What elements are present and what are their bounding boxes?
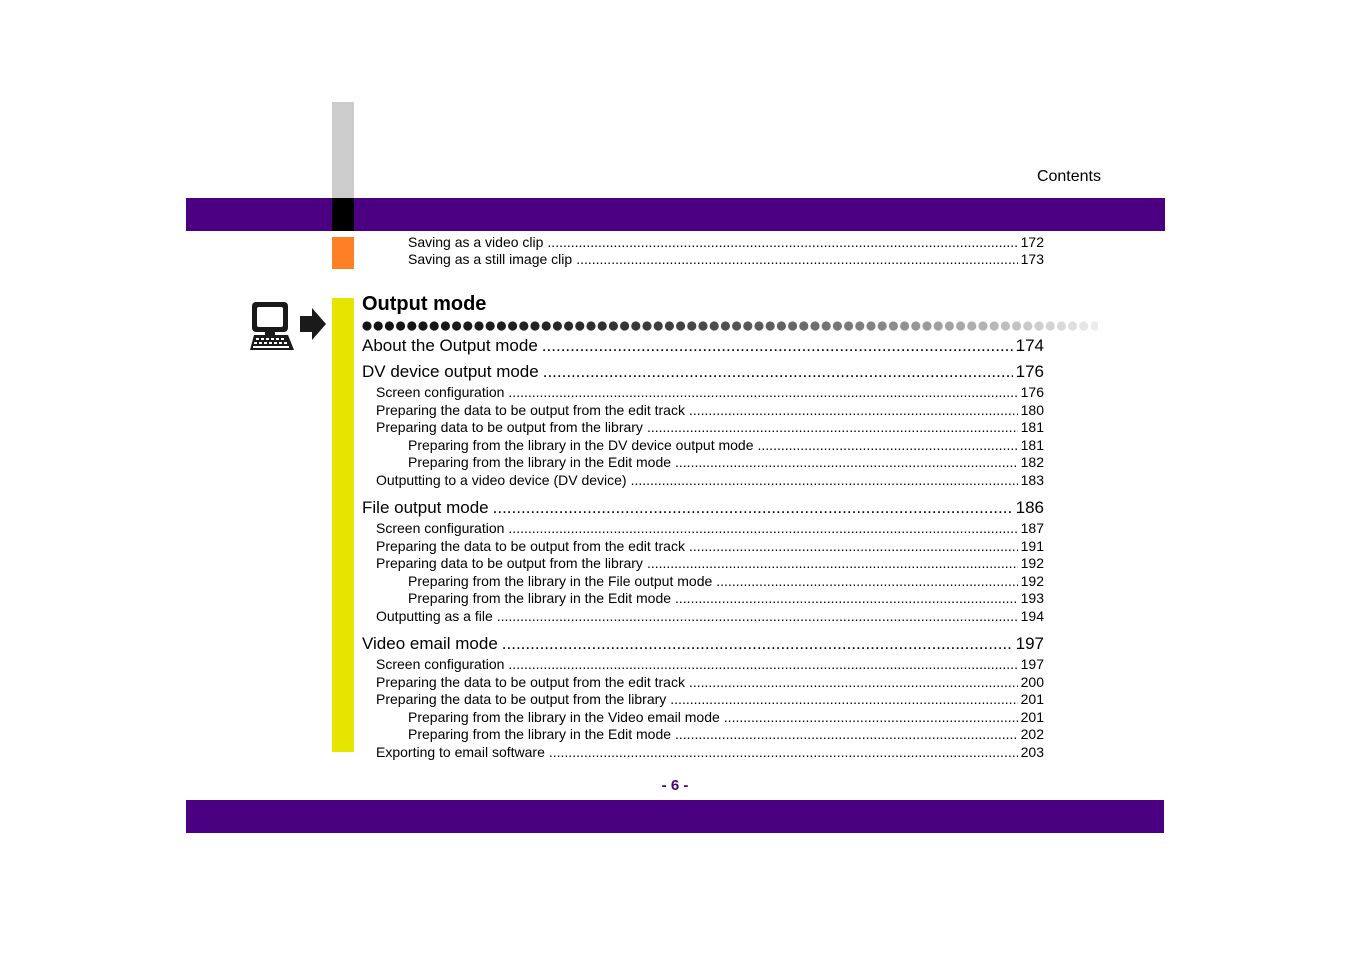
toc-entry-page: 181 [1020, 436, 1044, 453]
toc-entry-text: Exporting to email software [376, 744, 545, 760]
toc-leader [508, 656, 1017, 672]
toc-entry-text: Video email mode [362, 634, 498, 653]
toc-entry-page: 176 [1020, 384, 1044, 400]
toc-entry-page: 197 [1015, 634, 1044, 653]
toc-entry[interactable] [408, 251, 1044, 269]
toc-entry[interactable] [376, 608, 1044, 626]
toc-entry-text: Preparing from the library in the Video email mode [408, 708, 720, 725]
computer-arrow-icon [248, 300, 330, 352]
toc-entry-text: Preparing the data to be output from the edit track [376, 673, 685, 690]
toc-entry-text: Preparing from the library in the DV device output mode [408, 436, 754, 453]
toc-leader [689, 402, 1018, 418]
toc-entry-page: 182 [1020, 454, 1044, 471]
toc-entry-page: 194 [1020, 608, 1044, 624]
toc-leader [675, 454, 1018, 470]
toc-entry[interactable] [376, 520, 1044, 538]
toc-entry-text: Outputting as a file [376, 608, 493, 624]
tab-orange [332, 237, 354, 269]
toc-entry-page: 187 [1020, 520, 1044, 536]
toc-entry[interactable] [408, 709, 1044, 727]
section-title: Output mode [362, 293, 487, 315]
toc-entry-text: Preparing data to be output from the library [376, 419, 643, 436]
toc-entry-text: Preparing the data to be output from the library [376, 691, 667, 708]
toc-entry-text: Screen configuration [376, 384, 505, 400]
toc-entry-text: Screen configuration [376, 520, 505, 536]
toc-entry[interactable] [376, 656, 1044, 674]
toc-entry[interactable] [408, 234, 1044, 252]
toc-leader [502, 634, 1013, 654]
toc-entry[interactable] [408, 726, 1044, 744]
toc-entry-page: 186 [1015, 498, 1044, 517]
toc-entry-page: 180 [1020, 401, 1044, 418]
section-header-label: Contents [1036, 168, 1101, 185]
toc-entry-page: 172 [1020, 234, 1044, 250]
toc-entry-text: Preparing data to be output from the library [376, 555, 643, 572]
toc-entry-text: Saving as a still image clip [408, 251, 573, 267]
toc-entry-page: 173 [1020, 251, 1044, 267]
toc-entry-page: 201 [1020, 691, 1044, 708]
toc-leader [493, 498, 1013, 518]
toc-entry-page: 181 [1020, 419, 1044, 436]
toc-entry-text: Preparing from the library in the Edit mode [408, 590, 672, 607]
toc-entry[interactable] [376, 538, 1044, 556]
toc-entry-page: 174 [1015, 336, 1044, 355]
toc-entry[interactable] [408, 573, 1044, 591]
toc-entry-text: File output mode [362, 498, 489, 517]
dot-rule-divider [362, 319, 1098, 333]
toc-leader [689, 538, 1018, 554]
toc-leader [670, 691, 1017, 707]
toc-leader [631, 472, 1018, 488]
toc-leader [508, 384, 1017, 400]
toc-entry-text: Saving as a video clip [408, 234, 544, 250]
toc-entry[interactable] [376, 384, 1044, 402]
toc-entry-page: 183 [1020, 472, 1044, 488]
toc-leader [542, 336, 1013, 356]
toc-leader [724, 709, 1018, 725]
toc-leader [647, 555, 1018, 571]
toc-entry[interactable] [376, 691, 1044, 709]
toc-leader [543, 362, 1013, 382]
toc-leader [689, 674, 1018, 690]
toc-chapter-entry[interactable] [362, 634, 1044, 656]
toc-entry[interactable] [408, 454, 1044, 472]
toc-entry-text: Outputting to a video device (DV device) [376, 472, 627, 488]
toc-entry[interactable] [376, 402, 1044, 420]
toc-entry-page: 193 [1020, 590, 1044, 607]
toc-entry[interactable] [376, 419, 1044, 437]
tab-gray [332, 102, 354, 198]
toc-entry-text: Screen configuration [376, 656, 505, 672]
toc-leader [508, 520, 1017, 536]
toc-entry-page: 192 [1020, 572, 1044, 589]
toc-leader [576, 251, 1017, 267]
toc-entry-page: 201 [1020, 708, 1044, 725]
toc-entry-page: 176 [1015, 362, 1044, 381]
footer-band [186, 800, 1164, 833]
toc-leader [675, 590, 1018, 606]
toc-entry-text: Preparing the data to be output from the edit track [376, 401, 685, 418]
tab-yellow [332, 298, 354, 752]
toc-entry-text: Preparing the data to be output from the edit track [376, 537, 685, 554]
toc-entry-page: 197 [1020, 656, 1044, 672]
toc-entry-text: About the Output mode [362, 336, 538, 355]
toc-leader [716, 573, 1017, 589]
toc-entry-page: 192 [1020, 555, 1044, 572]
toc-leader [647, 419, 1018, 435]
toc-entry[interactable] [408, 590, 1044, 608]
toc-entry[interactable] [376, 472, 1044, 490]
toc-entry[interactable] [376, 555, 1044, 573]
toc-leader [549, 744, 1018, 760]
toc-chapter-entry[interactable] [362, 362, 1044, 384]
toc-entry[interactable] [376, 744, 1044, 762]
toc-leader [547, 234, 1017, 250]
toc-entry-page: 203 [1020, 744, 1044, 760]
toc-entry-page: 202 [1020, 726, 1044, 743]
toc-entry-page: 191 [1020, 537, 1044, 554]
toc-chapter-entry[interactable] [362, 498, 1044, 520]
toc-entry-text: DV device output mode [362, 362, 539, 381]
page-number: - 6 - [661, 777, 689, 794]
toc-entry-text: Preparing from the library in the Edit mode [408, 726, 672, 743]
toc-entry-text: Preparing from the library in the Edit mode [408, 454, 672, 471]
toc-entry-page: 200 [1020, 673, 1044, 690]
toc-chapter-entry[interactable] [362, 336, 1044, 358]
toc-leader [497, 608, 1018, 624]
toc-entry[interactable] [408, 437, 1044, 455]
toc-entry[interactable] [376, 674, 1044, 692]
toc-leader [758, 437, 1018, 453]
tab-black [332, 198, 354, 231]
toc-entry-text: Preparing from the library in the File output mode [408, 572, 713, 589]
toc-leader [675, 726, 1018, 742]
